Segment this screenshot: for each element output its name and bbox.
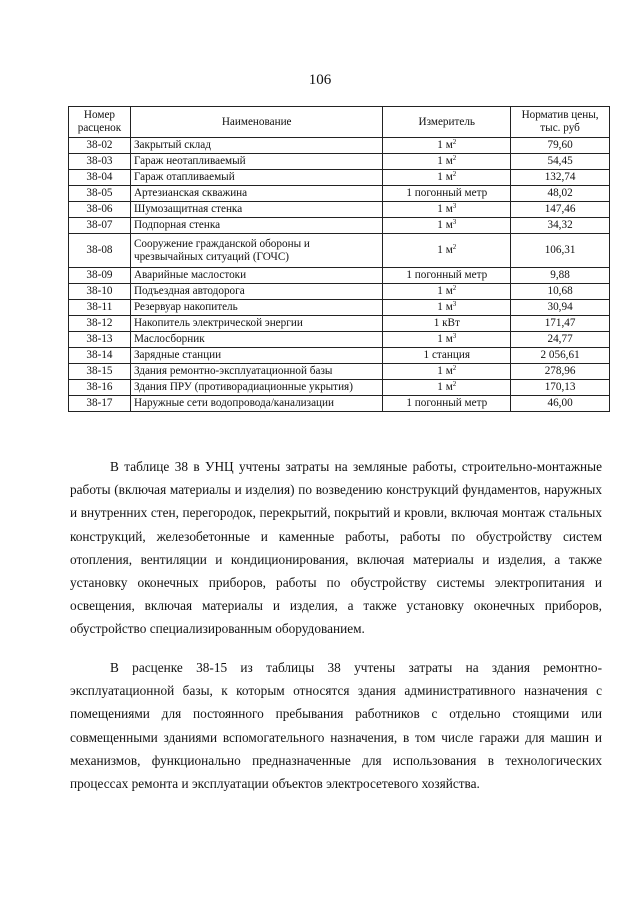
rate-price: 34,32 bbox=[511, 218, 610, 234]
unit-power: 2 bbox=[452, 364, 457, 373]
unit-base: 1 погонный метр bbox=[406, 397, 488, 410]
rate-code: 38-03 bbox=[69, 154, 131, 170]
rate-code: 38-02 bbox=[69, 138, 131, 154]
table-row bbox=[69, 380, 610, 396]
rate-code: 38-05 bbox=[69, 186, 131, 202]
table-row bbox=[69, 268, 610, 284]
rate-unit bbox=[383, 364, 511, 380]
rate-code: 38-07 bbox=[69, 218, 131, 234]
unit-power: 3 bbox=[452, 218, 457, 227]
header-unit: Измеритель bbox=[383, 107, 511, 138]
rate-unit bbox=[383, 348, 511, 364]
rate-price: 79,60 bbox=[511, 138, 610, 154]
rate-unit bbox=[383, 202, 511, 218]
rate-name: Здания ремонтно-эксплуатационной базы bbox=[130, 364, 382, 380]
rate-name: Сооружение гражданской обороны и чрезвычайных ситуаций (ГОЧС) bbox=[130, 234, 382, 268]
table-row bbox=[69, 234, 610, 268]
rate-name: Гараж неотапливаемый bbox=[130, 154, 382, 170]
rate-price: 48,02 bbox=[511, 186, 610, 202]
table-header-row bbox=[69, 107, 610, 138]
rate-unit bbox=[383, 170, 511, 186]
table-row bbox=[69, 396, 610, 412]
rate-code: 38-04 bbox=[69, 170, 131, 186]
table-row bbox=[69, 138, 610, 154]
rate-unit bbox=[383, 380, 511, 396]
rate-name: Маслосборник bbox=[130, 332, 382, 348]
rate-code: 38-10 bbox=[69, 284, 131, 300]
unit-base: 1 м bbox=[437, 203, 453, 216]
unit-base: 1 м bbox=[437, 365, 453, 378]
unit-base: 1 погонный метр bbox=[406, 187, 488, 200]
rate-unit bbox=[383, 316, 511, 332]
text-block-2 bbox=[70, 656, 602, 795]
rate-name: Здания ПРУ (противорадиационные укрытия) bbox=[130, 380, 382, 396]
unit-power: 2 bbox=[452, 154, 457, 163]
rate-code: 38-09 bbox=[69, 268, 131, 284]
table-row bbox=[69, 202, 610, 218]
unit-power: 2 bbox=[452, 138, 457, 147]
rate-price: 30,94 bbox=[511, 300, 610, 316]
rate-unit bbox=[383, 268, 511, 284]
rate-code: 38-06 bbox=[69, 202, 131, 218]
unit-power: 2 bbox=[452, 380, 457, 389]
rate-code: 38-17 bbox=[69, 396, 131, 412]
rate-name: Подпорная стенка bbox=[130, 218, 382, 234]
rate-code: 38-11 bbox=[69, 300, 131, 316]
header-name: Наименование bbox=[130, 107, 382, 138]
unit-base: 1 погонный метр bbox=[406, 269, 488, 282]
rate-price: 54,45 bbox=[511, 154, 610, 170]
rate-name: Гараж отапливаемый bbox=[130, 170, 382, 186]
rate-price: 9,88 bbox=[511, 268, 610, 284]
rate-price: 46,00 bbox=[511, 396, 610, 412]
rate-code: 38-14 bbox=[69, 348, 131, 364]
unit-power: 2 bbox=[452, 284, 457, 293]
table-row bbox=[69, 348, 610, 364]
rate-name: Аварийные маслостоки bbox=[130, 268, 382, 284]
rate-unit bbox=[383, 284, 511, 300]
unit-base: 1 м bbox=[437, 381, 453, 394]
rate-name: Наружные сети водопровода/канализации bbox=[130, 396, 382, 412]
rate-unit bbox=[383, 186, 511, 202]
rate-name: Шумозащитная стенка bbox=[130, 202, 382, 218]
unit-base: 1 м bbox=[437, 139, 453, 152]
table-row bbox=[69, 364, 610, 380]
unit-base: 1 м bbox=[437, 155, 453, 168]
table-row bbox=[69, 170, 610, 186]
unit-base: 1 м bbox=[437, 333, 453, 346]
header-code: Номер расценок bbox=[69, 107, 131, 138]
rate-price: 171,47 bbox=[511, 316, 610, 332]
rate-unit bbox=[383, 218, 511, 234]
table-row bbox=[69, 186, 610, 202]
table-row bbox=[69, 316, 610, 332]
table-row bbox=[69, 300, 610, 316]
rate-unit bbox=[383, 138, 511, 154]
unit-power: 2 bbox=[452, 243, 457, 252]
rate-price: 106,31 bbox=[511, 234, 610, 268]
table-row bbox=[69, 284, 610, 300]
unit-power: 3 bbox=[452, 332, 457, 341]
rate-code: 38-08 bbox=[69, 234, 131, 268]
unit-power: 3 bbox=[452, 202, 457, 211]
rate-code: 38-16 bbox=[69, 380, 131, 396]
table-row bbox=[69, 332, 610, 348]
rate-price: 278,96 bbox=[511, 364, 610, 380]
rate-price: 170,13 bbox=[511, 380, 610, 396]
rate-unit bbox=[383, 332, 511, 348]
paragraph: В таблице 38 в УНЦ учтены затраты на земляные работы, строительно-монтажные работы (включая материалы и изделия) по возведению конструкций фундаментов, наружных и внутренних стен, перегородок, перекрытий, покрытий и кровли, включая монтаж стальных конструкций, железобетонные и каменные работы, работы по обустройству систем отопления, вентиляции и кондиционирования, включая материалы и изделия, а также установку оконечных приборов, работы по обустройству системы электропитания и освещения, включая материалы и изделия, а также установку оконечных приборов, обустройство специализированным оборудованием. bbox=[70, 459, 602, 637]
unit-base: 1 станция bbox=[423, 349, 471, 362]
paragraph: В расценке 38-15 из таблицы 38 учтены затраты на здания ремонтно-эксплуатационной базы, к которым относятся здания административного назначения с помещениями для постоянного пребывания работников с отдельно стоящими или совмещенными зданиями вспомогательного назначения, в том числе гаражи для машин и механизмов, функционально предназначенные для использования в технологических процессах ремонта и эксплуатации объектов электросетевого хозяйства. bbox=[70, 660, 602, 792]
rate-code: 38-13 bbox=[69, 332, 131, 348]
rate-price: 10,68 bbox=[511, 284, 610, 300]
table-row bbox=[69, 154, 610, 170]
header-price: Норматив цены, тыс. руб bbox=[511, 107, 610, 138]
rate-unit bbox=[383, 300, 511, 316]
rate-unit bbox=[383, 234, 511, 268]
unit-power: 2 bbox=[452, 170, 457, 179]
rate-price: 2 056,61 bbox=[511, 348, 610, 364]
rate-name: Накопитель электрической энергии bbox=[130, 316, 382, 332]
rate-code: 38-12 bbox=[69, 316, 131, 332]
rate-name: Зарядные станции bbox=[130, 348, 382, 364]
unit-base: 1 кВт bbox=[433, 317, 460, 330]
unit-base: 1 м bbox=[437, 244, 453, 257]
rate-name: Артезианская скважина bbox=[130, 186, 382, 202]
rate-unit bbox=[383, 154, 511, 170]
rate-unit bbox=[383, 396, 511, 412]
unit-base: 1 м bbox=[437, 171, 453, 184]
rate-price: 147,46 bbox=[511, 202, 610, 218]
rate-price: 132,74 bbox=[511, 170, 610, 186]
page-number: 106 bbox=[308, 72, 332, 88]
unit-base: 1 м bbox=[437, 301, 453, 314]
table-row bbox=[69, 218, 610, 234]
unit-base: 1 м bbox=[437, 285, 453, 298]
rate-name: Подъездная автодорога bbox=[130, 284, 382, 300]
rate-name: Резервуар накопитель bbox=[130, 300, 382, 316]
rate-name: Закрытый склад bbox=[130, 138, 382, 154]
rate-price: 24,77 bbox=[511, 332, 610, 348]
rate-code: 38-15 bbox=[69, 364, 131, 380]
unit-base: 1 м bbox=[437, 219, 453, 232]
text-block-1 bbox=[70, 455, 602, 641]
unit-power: 3 bbox=[452, 300, 457, 309]
rates-table bbox=[68, 106, 610, 412]
